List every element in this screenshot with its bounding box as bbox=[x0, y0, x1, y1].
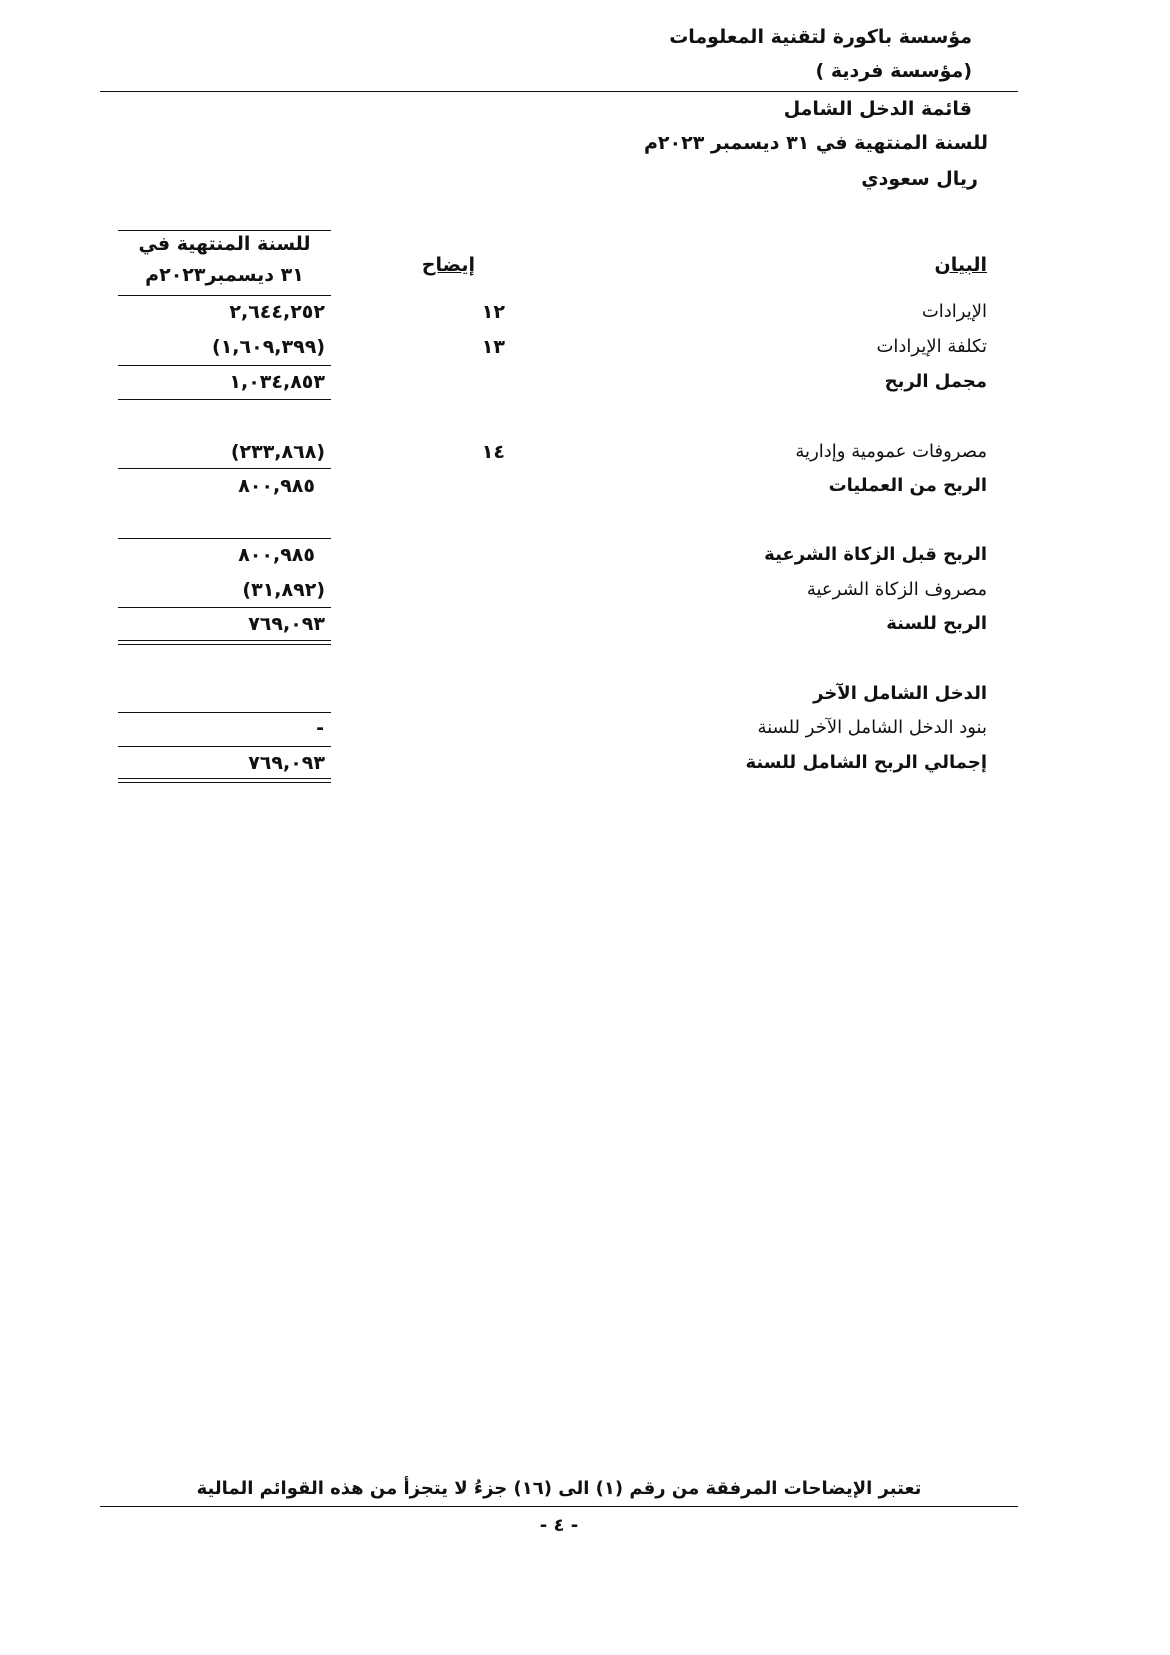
page-number: - ٤ - bbox=[539, 1515, 579, 1536]
row-label-revenue: الإيرادات bbox=[921, 301, 987, 322]
row-label-operating-profit: الربح من العمليات bbox=[828, 475, 987, 496]
row-label-total-comprehensive-income: إجمالي الربح الشامل للسنة bbox=[745, 752, 987, 773]
period-col-header-line1: للسنة المنتهية في bbox=[138, 233, 311, 255]
row-value-zakat-expense: (٣١,٨٩٢) bbox=[242, 579, 325, 601]
note-col-header: إيضاح bbox=[421, 254, 475, 276]
company-type: (مؤسسة فردية ) bbox=[815, 60, 972, 82]
row-value-operating-profit: ٨٠٠,٩٨٥ bbox=[238, 475, 315, 497]
statement-period: للسنة المنتهية في ٣١ ديسمبر ٢٠٢٣م bbox=[643, 132, 988, 154]
row-label-cost-of-revenue: تكلفة الإيرادات bbox=[876, 336, 987, 357]
header-divider bbox=[100, 91, 1018, 92]
period-col-top-rule bbox=[118, 230, 331, 231]
subtotal-rule bbox=[118, 365, 331, 366]
row-value-profit-before-zakat: ٨٠٠,٩٨٥ bbox=[238, 544, 315, 566]
row-note-general-admin-expenses: ١٤ bbox=[481, 441, 505, 463]
row-label-general-admin-expenses: مصروفات عمومية وإدارية bbox=[795, 441, 987, 462]
row-value-gross-profit: ١,٠٣٤,٨٥٣ bbox=[229, 371, 325, 393]
row-label-profit-before-zakat: الربح قبل الزكاة الشرعية bbox=[764, 544, 987, 565]
period-col-header-rule bbox=[118, 295, 331, 296]
row-value-cost-of-revenue: (١,٦٠٩,٣٩٩) bbox=[212, 336, 325, 358]
double-total-rule bbox=[118, 640, 331, 645]
row-value-revenue: ٢,٦٤٤,٢٥٢ bbox=[229, 301, 325, 323]
subtotal-rule bbox=[118, 538, 331, 539]
subtotal-rule bbox=[118, 712, 331, 713]
company-name: مؤسسة باكورة لتقنية المعلومات bbox=[669, 26, 972, 48]
row-label-other-comprehensive-income: الدخل الشامل الآخر bbox=[813, 683, 987, 704]
row-label-profit-for-year: الربح للسنة bbox=[886, 613, 987, 634]
item-col-header: البيان bbox=[934, 254, 987, 276]
period-col-header-line2: ٣١ ديسمبر٢٠٢٣م bbox=[145, 264, 304, 286]
double-total-rule bbox=[118, 778, 331, 783]
row-value-profit-for-year: ٧٦٩,٠٩٣ bbox=[248, 613, 325, 635]
total-rule bbox=[118, 399, 331, 400]
subtotal-rule bbox=[118, 607, 331, 608]
statement-title: قائمة الدخل الشامل bbox=[783, 98, 972, 120]
row-value-general-admin-expenses: (٢٣٣,٨٦٨) bbox=[230, 441, 325, 463]
subtotal-rule bbox=[118, 746, 331, 747]
row-label-zakat-expense: مصروف الزكاة الشرعية bbox=[806, 579, 987, 600]
row-note-revenue: ١٢ bbox=[481, 301, 505, 323]
row-value-total-comprehensive-income: ٧٦٩,٠٩٣ bbox=[248, 752, 325, 774]
subtotal-rule bbox=[118, 468, 331, 469]
row-value-oci-items: - bbox=[316, 717, 325, 739]
notes-disclaimer: تعتبر الإيضاحات المرفقة من رقم (١) الى (١٦) جزءُ لا يتجزأ من هذه القوائم المالية bbox=[196, 1478, 922, 1499]
row-label-gross-profit: مجمل الربح bbox=[884, 371, 987, 392]
currency-label: ريال سعودي bbox=[861, 168, 978, 190]
footer-divider bbox=[100, 1506, 1018, 1507]
row-note-cost-of-revenue: ١٣ bbox=[481, 336, 505, 358]
row-label-oci-items: بنود الدخل الشامل الآخر للسنة bbox=[757, 717, 987, 738]
